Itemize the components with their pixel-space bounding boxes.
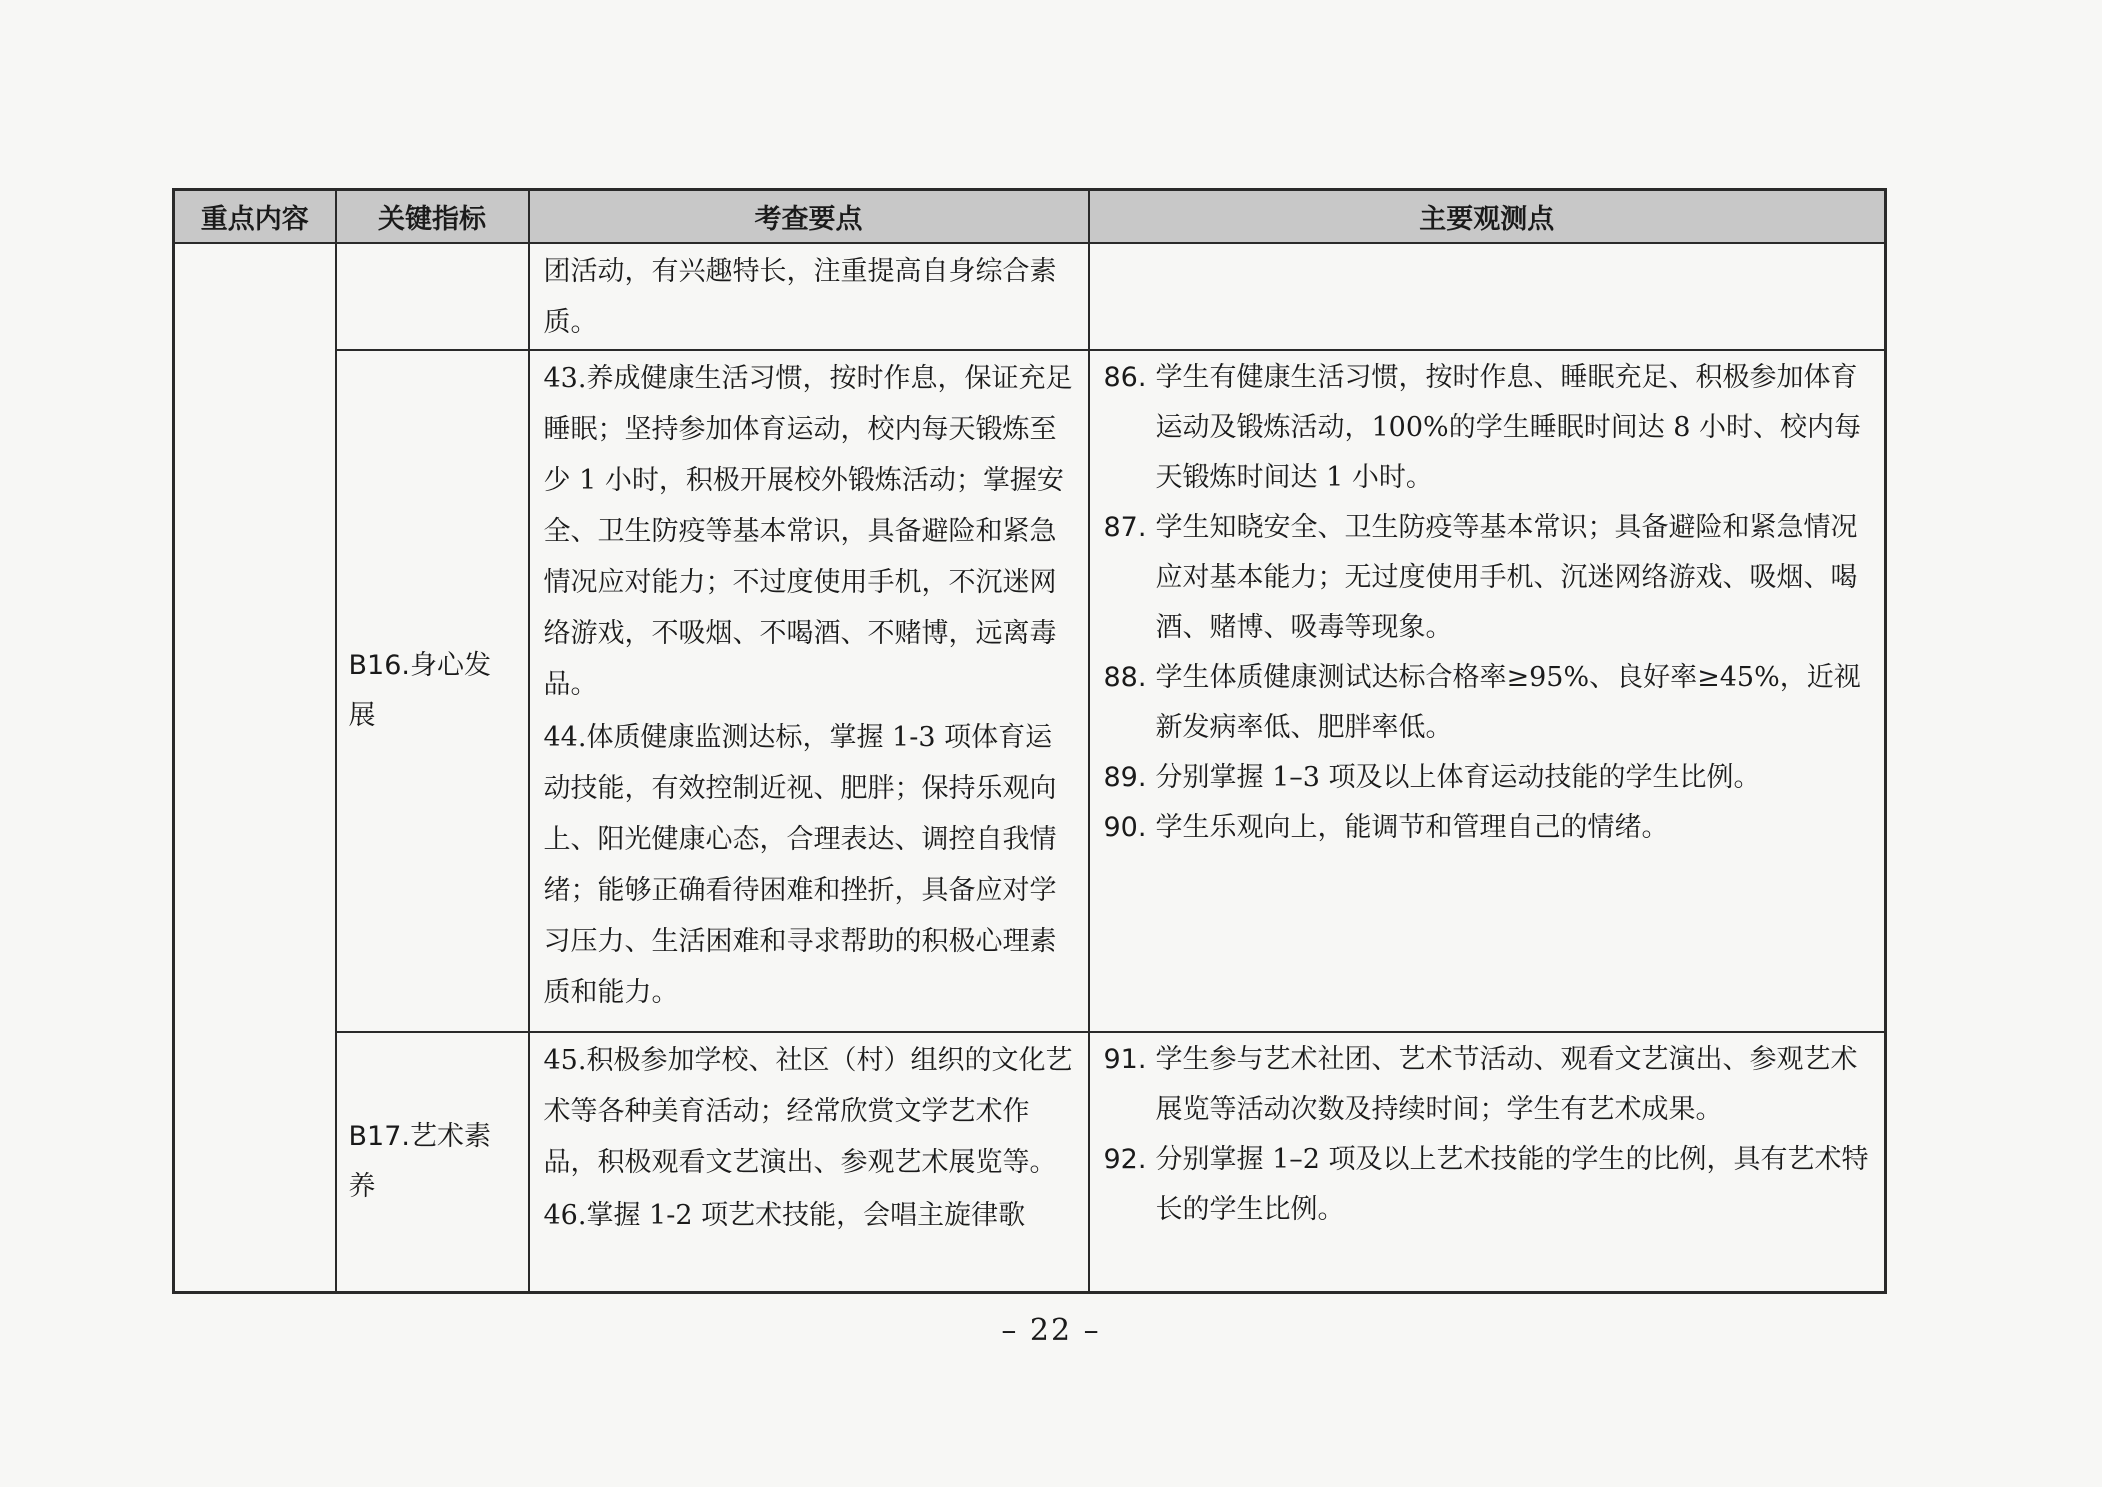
points-cell (529, 350, 1089, 1032)
observation-text: 分别掌握 1–3 项及以上体育运动技能的学生比例。 (1155, 762, 1761, 793)
observation-number: 86. (1103, 362, 1147, 393)
point-text: 团活动，有兴趣特长，注重提高自身综合素质。 (543, 256, 1057, 338)
observation-item (1104, 1135, 1873, 1235)
observation-item (1104, 1035, 1873, 1135)
page-number: – 22 – (1001, 1313, 1101, 1348)
indicator-cell (336, 350, 529, 1032)
focus-cell (174, 243, 336, 1293)
observation-text: 学生参与艺术社团、艺术节活动、观看文艺演出、参观艺术展览等活动次数及持续时间；学生有艺术成果。 (1155, 1044, 1858, 1125)
observation-number: 92. (1103, 1144, 1147, 1175)
table-row (174, 350, 1886, 1032)
table-row (174, 243, 1886, 350)
observation-item (1104, 503, 1873, 653)
observation-number: 89. (1103, 762, 1147, 793)
table-header-row (174, 190, 1886, 244)
observations-cell (1089, 243, 1886, 350)
indicator-cell (336, 1032, 529, 1293)
observation-text: 学生知晓安全、卫生防疫等基本常识；具备避险和紧急情况应对基本能力；无过度使用手机、沉迷网络游戏、吸烟、喝酒、赌博、吸毒等现象。 (1155, 512, 1858, 643)
header-points: 考查要点 (529, 190, 1089, 244)
observation-text: 分别掌握 1–2 项及以上艺术技能的学生的比例，具有艺术特长的学生比例。 (1155, 1144, 1869, 1225)
evaluation-table (172, 188, 1887, 1294)
indicator-label: B16.身心发展 (348, 650, 491, 731)
indicator-label: B17.艺术素养 (348, 1121, 491, 1202)
header-observations: 主要观测点 (1089, 190, 1886, 244)
observation-item (1104, 753, 1873, 803)
observation-item (1104, 803, 1873, 853)
observation-item (1104, 653, 1873, 753)
observation-number: 90. (1103, 812, 1147, 843)
indicator-cell (336, 243, 529, 350)
observation-number: 87. (1103, 512, 1147, 543)
observation-item (1104, 353, 1873, 503)
point-text: 46.掌握 1-2 项艺术技能，会唱主旋律歌 (543, 1200, 1026, 1231)
table-row (174, 1032, 1886, 1293)
point-text: 44.体质健康监测达标，掌握 1-3 项体育运动技能，有效控制近视、肥胖；保持乐观向上、阳光健康心态，合理表达、调控自我情绪；能够正确看待困难和挫折，具备应对学习压力、生活困难和寻求帮助的积极心理素质和能力。 (543, 722, 1057, 1008)
observation-number: 88. (1103, 662, 1147, 693)
point-text: 45.积极参加学校、社区（村）组织的文化艺术等各种美育活动；经常欣赏文学艺术作品，积极观看文艺演出、参观艺术展览等。 (543, 1045, 1073, 1178)
points-cell (529, 1032, 1089, 1293)
observation-number: 91. (1103, 1044, 1147, 1075)
observations-cell (1089, 1032, 1886, 1293)
point-text: 43.养成健康生活习惯，按时作息，保证充足睡眠；坚持参加体育运动，校内每天锻炼至少 1 小时，积极开展校外锻炼活动；掌握安全、卫生防疫等基本常识，具备避险和紧急情况应对能力；不过度使用手机，不沉迷网络游戏，不吸烟、不喝酒、不赌博，远离毒品。 (543, 363, 1073, 700)
observation-text: 学生有健康生活习惯，按时作息、睡眠充足、积极参加体育运动及锻炼活动，100%的学生睡眠时间达 8 小时、校内每天锻炼时间达 1 小时。 (1155, 362, 1862, 493)
observation-text: 学生乐观向上，能调节和管理自己的情绪。 (1155, 812, 1669, 843)
header-focus: 重点内容 (174, 190, 336, 244)
points-cell (529, 243, 1089, 350)
observations-cell (1089, 350, 1886, 1032)
observation-text: 学生体质健康测试达标合格率≥95%、良好率≥45%，近视新发病率低、肥胖率低。 (1155, 662, 1861, 743)
header-indicator: 关键指标 (336, 190, 529, 244)
